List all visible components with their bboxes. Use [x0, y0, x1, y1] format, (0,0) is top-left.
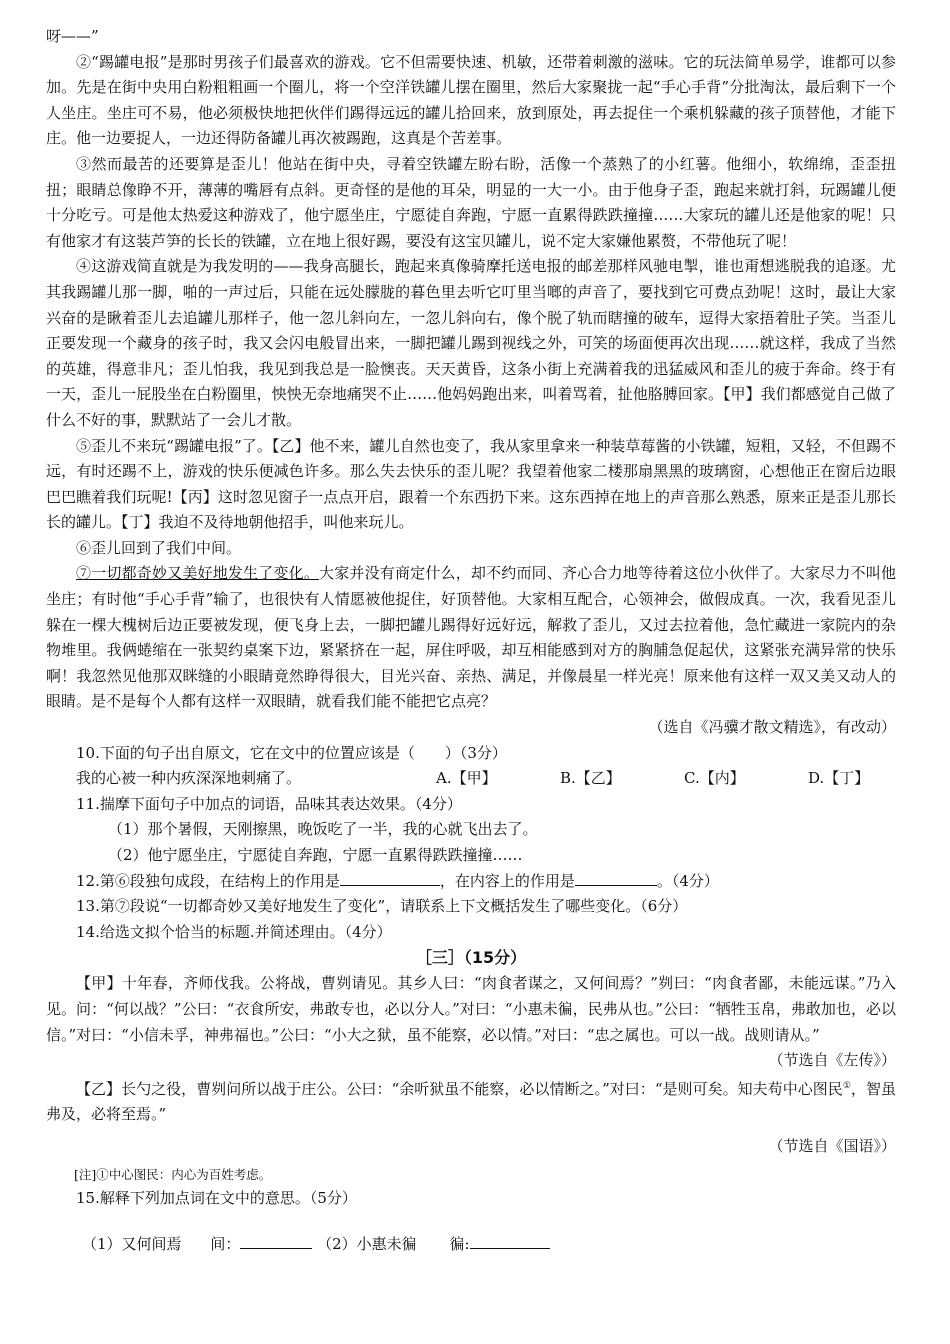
question-15-item-2: （2）小惠未徧 [317, 1235, 417, 1254]
option-d[interactable]: D.【丁】 [808, 769, 870, 788]
question-14: 14.给选文拟个恰当的标题.并简述理由。（4分） [76, 922, 392, 941]
question-10-sentence: 我的心被一种内疚深深地刺痛了。 [76, 769, 302, 788]
answer-blank[interactable] [470, 1234, 550, 1249]
question-15-items [82, 1231, 896, 1257]
question-15: 15.解释下列加点词在文中的意思。（5分） [76, 1188, 357, 1207]
passage-source: （选自《冯骥才散文精选》，有改动） [648, 718, 896, 737]
classical-text-jia: 【甲】十年春，齐师伐我。公将战，曹刿请见。其乡人曰：“肉食者谋之，又何间焉？”刿曰：“肉食者鄙，未能远谋。”乃入见。问：“何以战？”公曰：“衣食所安，弗敢专也，必以分人。”对曰：“小惠未徧，民弗从也。”公曰：“牺牲玉帛，弗敢加也，必以信。”对曰：“小信未孚，神弗福也。”公曰：“小大之狱，虽不能察，必以情。”对曰：“忠之属也。可以一战。战则请从。” [46, 974, 896, 1044]
question-12: 12.第⑥段独句成段，在结构上的作用是 ，在内容上的作用是 。（4分） [76, 871, 719, 890]
footnote-mark: ① [842, 1080, 851, 1091]
classical-text-yi: 【乙】长勺之役，曹刿问所以战于庄公。公曰：“余听狱虽不能察，必以情断之。”对曰：“是则可矣。知夫苟中心图民①，智虽弗及，必将至焉。” [46, 1079, 896, 1124]
question-11: 11.揣摩下面句子中加点的词语，品味其表达效果。（4分） [76, 794, 462, 813]
question-10: 10.下面的句子出自原文，它在文中的位置应该是（ ）（3分） [76, 743, 507, 762]
passage-opening: 呀——” [46, 27, 99, 45]
option-c[interactable]: C.【内】 [684, 769, 745, 788]
source-yi: （节选自《国语》） [768, 1136, 896, 1155]
paragraph-4: ④这游戏简直就是为我发明的——我身高腿长，跑起来真像骑摩托送电报的邮差那样风驰电掣，谁也甭想逃脱我的追逐。尤其我踢罐儿那一脚，啪的一声过后，只能在远处朦胧的暮色里去听它叮里当啷的声音了，要找到它可费点劲呢！这时，最让大家兴奋的是瞅着歪儿去追罐儿那样子，他一忽儿斜向左，一忽儿斜向右，像个脱了轨而瞎撞的破车，逗得大家捂着肚子笑。当歪儿正要发现一个藏身的孩子时，我又会闪电般冒出来，一脚把罐儿踢到视线之外，可笑的场面便再次出现……就这样，我成了当然的英雄，得意非凡；歪儿怕我，我见到我总是一脸懊丧。天天黄昏，这条小街上充满着我的迅猛威风和歪儿的疲于奔命。终于有一天，歪儿一屁股坐在白粉圈里，怏怏无奈地痛哭不止……他妈妈跑出来，叫着骂着，扯他胳膊回家。【甲】我们都感觉自己做了什么不好的事，默默站了一会儿才散。 [46, 257, 896, 429]
answer-blank[interactable] [240, 1234, 312, 1249]
paragraph-3: ③然而最苦的还要算是歪儿！他站在街中央，寻着空铁罐左盼右盼，活像一个蒸熟了的小红薯。他细小，软绵绵，歪歪扭扭；眼睛总像睁不开，薄薄的嘴唇有点斜。更奇怪的是他的耳朵，明显的一大一小。由于他身子歪，跑起来就打斜，玩踢罐儿便十分吃亏。可是他太热爱这种游戏了，他宁愿坐庄，宁愿徒自奔跑，宁愿一直累得跌跌撞撞……大家玩的罐儿还是他家的呢！只有他家才有这装芦笋的长长的铁罐，立在地上很好踢，要没有这宝贝罐儿，说不定大家嫌他累赘，不带他玩了呢！ [46, 154, 896, 250]
question-10-options [76, 766, 896, 792]
paragraph-2: ②“踢罐电报”是那时男孩子们最喜欢的游戏。它不但需要快速、机敏，还带着刺激的滋味。它的玩法简单易学，谁都可以参加。先是在街中央用白粉粗粗画一个圈儿，将一个空洋铁罐儿摆在圈里，然后大家聚拢一起“手心手背”分批淘汰，最后剩下一个人坐庄。坐庄可不易，他必须极快地把伙伴们踢得远远的罐儿拾回来，放到原处，再去捉住一个乘机躲藏的孩子顶替他，才能下庄。他一边要捉人，一边还得防备罐儿再次被踢跑，这真是个苦差事。 [46, 52, 896, 148]
paragraph-5: ⑤歪儿不来玩“踢罐电报”了。【乙】他不来，罐儿自然也变了，我从家里拿来一种装草莓酱的小铁罐，短粗，又轻，不但踢不远，有时还踢不上，游戏的快乐便减色许多。那么失去快乐的歪儿呢？我望着他家二楼那扇黑黑的玻璃窗，心想他正在窗后边眼巴巴瞧着我们玩呢!【丙】这时忽见窗子一点点开启，跟着一个东西扔下来。这东西掉在地上的声音那么熟悉，原来正是歪儿那长长的罐儿。【丁】我迫不及待地朝他招手，叫他来玩儿。 [46, 436, 896, 532]
section-3-heading: ［三］（15分） [415, 948, 527, 968]
answer-blank[interactable] [575, 871, 657, 886]
source-jia: （节选自《左传》） [768, 1051, 896, 1070]
paragraph-7-key-sentence: ⑦一切都奇妙又美好地发生了变化。 [76, 564, 320, 583]
option-b[interactable]: B.【乙】 [560, 769, 621, 788]
question-11-item-1: （1）那个暑假，天刚擦黑，晚饭吃了一半，我的心就飞出去了。 [108, 820, 538, 839]
question-15-word-1: 间： [210, 1235, 241, 1254]
question-13: 13.第⑦段说“一切都奇妙又美好地发生了变化”，请联系上下文概括发生了哪些变化。（6分） [76, 897, 688, 916]
question-11-item-2: （2）他宁愿坐庄，宁愿徒自奔跑，宁愿一直累得跌跌撞撞…… [108, 846, 523, 864]
answer-blank[interactable] [340, 871, 440, 886]
footnote: [注]①中心图民：内心为百姓考虑。 [74, 1166, 272, 1182]
paragraph-6: ⑥歪儿回到了我们中间。 [76, 538, 242, 557]
exam-page [46, 24, 896, 1257]
question-15-word-2: 徧: [449, 1235, 470, 1254]
paragraph-7-body: 大家并没有商定什么，却不约而同、齐心合力地等待着这位小伙伴了。大家尽力不叫他坐庄；有时他“手心手背”输了，也很快有人情愿被他捉住，好顶替他。大家相互配合，心领神会，做假成真。一次，我看见歪儿躲在一棵大槐树后边正要被发现，便飞身上去，一脚把罐儿踢得好远好远，解救了歪儿，又过去拉着他，急忙藏进一家院内的杂物堆里。我俩蜷缩在一张契约桌案下边，紧紧挤在一起，屏住呼吸，却互相能感到对方的胸脯急促起伏，这紧张充满异常的快乐啊！我忽然见他那双眯缝的小眼睛竟然睁得很大，目光兴奋、亲热、满足，并像晨星一样光亮！原来他有这样一双又美又动人的眼睛。是不是每个人都有这样一双眼睛，就看我们能不能把它点亮？ [46, 564, 896, 711]
option-a[interactable]: A.【甲】 [436, 769, 497, 788]
question-15-item-1: （1）又何间焉 [82, 1235, 182, 1254]
paragraph-7 [46, 561, 896, 715]
